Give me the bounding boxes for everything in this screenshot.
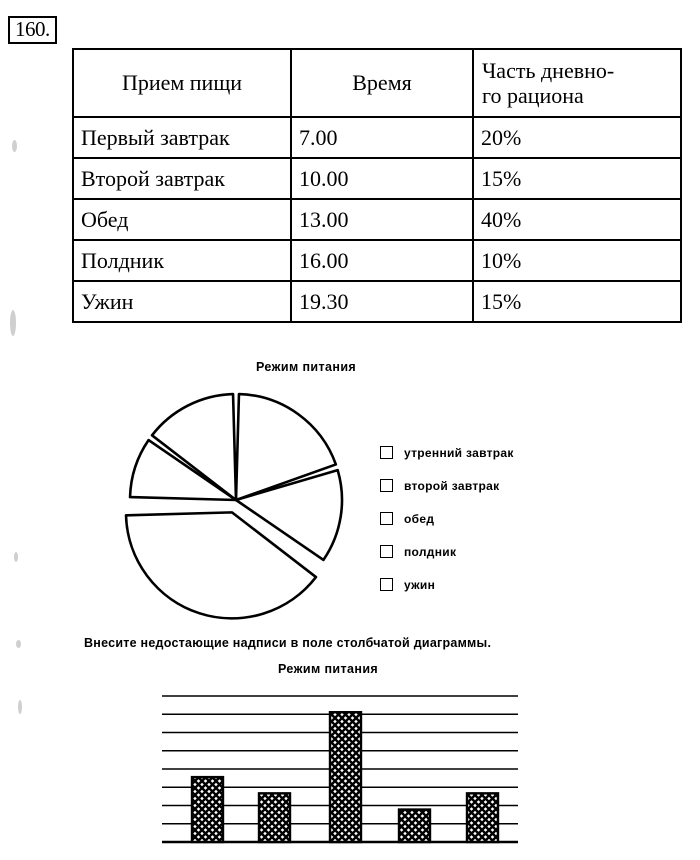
legend-swatch-square-icon — [380, 545, 393, 558]
cell-meal: Полдник — [73, 240, 291, 281]
bar — [259, 793, 290, 842]
legend-swatch-square-icon — [380, 578, 393, 591]
table-row — [73, 158, 681, 199]
bar-chart-title: Режим питания — [278, 662, 379, 676]
instruction-text: Внесите недостающие надписи в поле столбчатой диаграммы. — [84, 636, 492, 650]
column-header-ration-line2: го рациона — [482, 83, 584, 108]
column-header-ration-line1: Часть дневно- — [482, 57, 615, 83]
cell-time: 7.00 — [291, 117, 473, 158]
scan-speck — [12, 140, 17, 152]
cell-time: 10.00 — [291, 158, 473, 199]
bar-chart — [160, 690, 520, 852]
bar — [192, 777, 223, 842]
cell-time: 13.00 — [291, 199, 473, 240]
cell-part: 40% — [473, 199, 681, 240]
scan-speck — [16, 640, 21, 648]
legend-item — [380, 469, 514, 502]
legend-item — [380, 535, 514, 568]
pie-chart — [108, 382, 368, 632]
cell-time: 16.00 — [291, 240, 473, 281]
cell-time: 19.30 — [291, 281, 473, 322]
legend-swatch-square-icon — [380, 446, 393, 459]
column-header-time: Время — [291, 49, 473, 117]
bar — [399, 810, 430, 842]
legend-swatch-square-icon — [380, 512, 393, 525]
table-row — [73, 281, 681, 322]
table-row — [73, 117, 681, 158]
cell-meal: Первый завтрак — [73, 117, 291, 158]
problem-number-text: 160. — [15, 17, 50, 41]
problem-number-box — [8, 16, 57, 44]
cell-part: 15% — [473, 158, 681, 199]
table-body — [73, 117, 681, 322]
table-header-row — [73, 49, 681, 117]
legend-item-label: обед — [404, 511, 435, 526]
legend-item-label: второй завтрак — [404, 478, 500, 493]
cell-part: 15% — [473, 281, 681, 322]
column-header-meal: Прием пищи — [73, 49, 291, 117]
scan-speck — [10, 310, 16, 336]
legend-swatch-square-icon — [380, 479, 393, 492]
cell-part: 10% — [473, 240, 681, 281]
pie-chart-legend — [380, 436, 514, 601]
cell-meal: Ужин — [73, 281, 291, 322]
bar — [467, 793, 498, 842]
legend-item — [380, 502, 514, 535]
bar — [330, 712, 361, 842]
table-row — [73, 240, 681, 281]
pie-chart-title: Режим питания — [256, 360, 357, 374]
legend-item — [380, 436, 514, 469]
bar-chart-section — [0, 662, 700, 860]
pie-chart-section — [0, 352, 700, 632]
cell-meal: Обед — [73, 199, 291, 240]
legend-item-label: утренний завтрак — [404, 445, 514, 460]
cell-meal: Второй завтрак — [73, 158, 291, 199]
table-row — [73, 199, 681, 240]
meal-schedule-table — [72, 48, 682, 323]
column-header-ration — [473, 49, 681, 117]
legend-item-label: полдник — [404, 544, 457, 559]
cell-part: 20% — [473, 117, 681, 158]
legend-item — [380, 568, 514, 601]
legend-item-label: ужин — [404, 577, 436, 592]
